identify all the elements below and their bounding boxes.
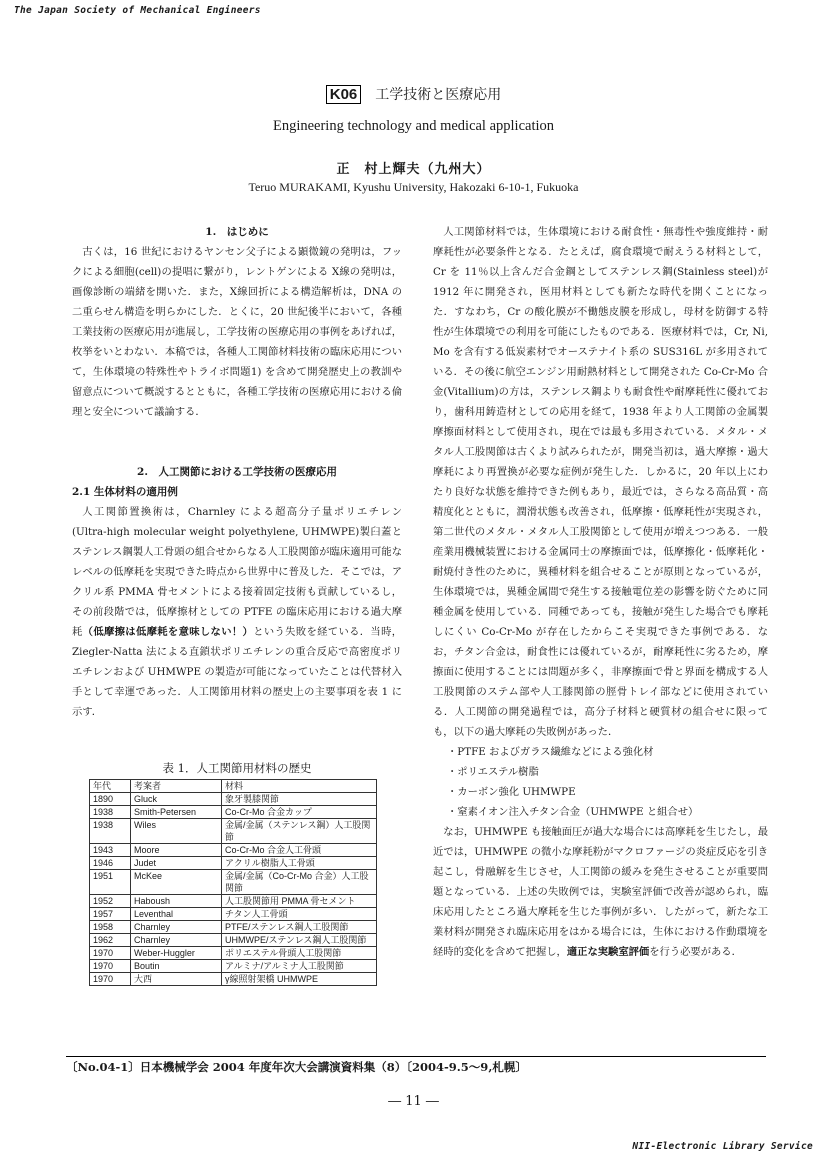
paragraph-text-a: なお，UHMWPE も接触面圧が過大な場合には高摩耗を生じたし，最近では，UHMWPE の微小な摩耗粉がマクロファージの炎症反応を引き起こし，骨融解を生じさせ，人工関節の緩みを発生させることが重要問題となっている．上述の失敗例では，実験室評価で改善が認められ，臨床応用したところ過大摩耗を生じた事例が多い．したがって，新たな工業材料が開発され臨床応用をはかる場合には，生体における作動環境を経時的変化を含めて把握し， [433,826,768,958]
right-paragraph-2 [433,822,768,962]
section-2-1-paragraph [72,502,402,722]
society-header: The Japan Society of Mechanical Engineers [14,5,261,16]
emphasis-text: 適正な実験室評価 [566,946,650,958]
inventor-cell: Moore [131,844,222,857]
year-cell: 1951 [90,870,131,895]
inventor-cell: Leventhal [131,908,222,921]
inventor-cell: Boutin [131,960,222,973]
section-2-title: 2. 人工関節における工学技術の医療応用 [137,466,337,478]
table-row [90,895,377,908]
table-header-cell: 年代 [90,780,131,793]
bullet-item: ・窒素イオン注入チタン合金（UHMWPE と組合せ） [447,806,699,818]
bullet-item: ・ポリエステル樹脂 [447,766,539,778]
material-cell: Co-Cr-Mo 合金カップ [222,806,377,819]
table-row [90,908,377,921]
material-cell: ポリエステル骨頭人工股関節 [222,947,377,960]
year-cell: 1958 [90,921,131,934]
page-number: ― 11 ― [388,1094,439,1109]
author-en: Teruo MURAKAMI, Kyushu University, Hakozaki 6-10-1, Fukuoka [248,180,579,194]
year-cell: 1938 [90,819,131,844]
table-row [90,973,377,986]
material-cell: 金属/金属（Co-Cr-Mo 合金）人工股関節 [222,870,377,895]
year-cell: 1952 [90,895,131,908]
emphasis-text: （低摩擦は低摩耗を意味しない！） [82,626,254,638]
material-cell: PTFE/ステンレス鋼人工股関節 [222,921,377,934]
material-cell: アルミナ/アルミナ人工股関節 [222,960,377,973]
bullet-item: ・カーボン強化 UHMWPE [447,786,576,798]
table-row [90,947,377,960]
section-1-paragraph: 古くは，16 世紀におけるヤンセン父子による顕微鏡の発明は，フックによる細胞(cell)の提唱に繋がり，レントゲンによる X線の発明は，画像診断の端緒を開いた．また，X線回折による構造解析は，DNA の二重らせん構造を明らかにした．とくに，20 世紀後半において，各種工業技術の医療応用が進展し，工学技術の医療応用の事例をあげれば，枚挙をいとわない．本稿では，各種人工関節材料技術の臨床応用について，生体環境の特殊性やトライボ問題1) を含めて開発歴史上の教訓や留意点について概説するとともに，各種工学技術の医療応用における倫理と安全について議論する． [72,246,402,418]
year-cell: 1957 [90,908,131,921]
table-row [90,806,377,819]
table-row [90,960,377,973]
section-2-1-title: 2.1 生体材料の適用例 [72,486,178,498]
table-header-cell: 材料 [222,780,377,793]
paragraph-text-b: を行う必要がある． [649,946,742,958]
year-cell: 1890 [90,793,131,806]
table-row [90,844,377,857]
table-header-cell: 考案者 [131,780,222,793]
right-paragraph-1: 人工関節材料では，生体環境における耐食性・無毒性や強度維持・耐摩耗性が必要条件となる．たとえば，腐食環境で耐えうる材料として，Cr を 11％以上含んだ合金鋼としてステンレス鋼(Stainless steel)が 1912 年に開発され，医用材料としても新たな時代を開くことになった．すなわち，Cr の酸化膜が不働態皮膜を形成し，母材を防御する特性が生体環境での利用を可能にしたものである．医療材料では，Cr, Ni, Mo を含有する低炭素材でオーステナイト系の SUS316L が多用されている．その後に航空エンジン用耐熱材料として開発された Co-Cr-Mo 合金(Vitallium)の方は，ステンレス鋼よりも耐食性や耐摩耗性に優れており，歯科用鋳造材としての応用を経て，1938 年より人工関節の金属製摩擦面材料として使用され，現在では最も多用されている．メタル・メタル人工股関節は古くより試みられたが，開発当初は，過大摩擦・過大摩耗により再置換が必要な症例が発生した．しかるに，20 年以上にわたり良好な状態を維持できた例もあり，最近では，さらなる高品質・高精度化とともに，潤滑状態も改善され，低摩擦・低摩耗性が実現され，第二世代のメタル・メタル人工股関節として使用が増えつつある．一般産業用機械装置における金属同士の摩擦面では，低摩擦化・低摩耗化・耐焼付き性のために，異種材料を組合せることが原則となっているが，生体環境では，異種金属間で発生する接触電位差の影響を防ぐために同種金属を使用している．同種であっても，接触が発生した場合でも摩耗しにくい Co-Cr-Mo が存在したからこそ実現できた事例である．なお，チタン合金は，耐食性には優れているが，耐摩耗性に劣るため，摩擦面に使用することには問題が多く，非摩擦面で骨と界面を構成する人工股関節のステム部や人工膝関節の脛骨トレイ部などに使用されている．人工関節の開発過程では，高分子材料と硬質材の組合せに限っても，以下の過大摩耗の失敗例があった． [433,226,768,738]
inventor-cell: Smith-Petersen [131,806,222,819]
paragraph-text-a: 人工関節置換術は，Charnley による超高分子量ポリエチレン(Ultra-high molecular weight polyethylene, UHMWPE)製臼蓋とステンレス鋼製人工骨頭の組合せからなる人工股関節が臨床適用可能なレベルの低摩耗を実現できた時点から世界中に普及した．そこでは，アクリル系 PMMA 骨セメントによる接着固定技術も貢献しているし，その前段階では，低摩擦材としての PTFE の臨床応用における過大摩耗 [72,506,402,638]
inventor-cell: Wiles [131,819,222,844]
table-header-row [90,780,377,793]
material-cell: 金属/金属（ステンレス鋼）人工股関節 [222,819,377,844]
year-cell: 1962 [90,934,131,947]
inventor-cell: McKee [131,870,222,895]
table-row [90,921,377,934]
library-footer: NII-Electronic Library Service [632,1141,813,1152]
material-cell: アクリル樹脂人工骨頭 [222,857,377,870]
material-cell: チタン人工骨頭 [222,908,377,921]
table-row [90,819,377,844]
inventor-cell: Judet [131,857,222,870]
bullet-item: ・PTFE およびガラス繊維などによる強化材 [447,746,654,758]
inventor-cell: Gluck [131,793,222,806]
table-row [90,934,377,947]
table-row [90,793,377,806]
right-column [433,222,768,962]
title-jp: 工学技術と医療応用 [375,87,502,103]
inventor-cell: Weber-Huggler [131,947,222,960]
table-row [90,870,377,895]
inventor-cell: Charnley [131,921,222,934]
title-en: Engineering technology and medical application [272,118,555,134]
inventor-cell: Charnley [131,934,222,947]
session-code: K06 [326,85,362,104]
bibliographic-info: 〔No.04-1〕日本機械学会 2004 年度年次大会講演資料集（8）〔2004-9.5～9,札幌〕 [66,1056,766,1075]
material-cell: γ線照射架橋 UHMWPE [222,973,377,986]
year-cell: 1970 [90,973,131,986]
table-caption: 表 1．人工関節用材料の歴史 [162,761,312,775]
year-cell: 1946 [90,857,131,870]
table-row [90,857,377,870]
material-cell: Co-Cr-Mo 合金人工骨頭 [222,844,377,857]
left-column [72,222,402,722]
year-cell: 1938 [90,806,131,819]
materials-history-table [89,779,377,986]
inventor-cell: Haboush [131,895,222,908]
material-cell: UHMWPE/ステンレス鋼人工股関節 [222,934,377,947]
year-cell: 1970 [90,947,131,960]
author-jp: 正 村上輝夫（九州大） [336,162,491,177]
material-cell: 人工股関節用 PMMA 骨セメント [222,895,377,908]
title-row [0,84,827,104]
year-cell: 1943 [90,844,131,857]
section-1-title: 1. はじめに [205,226,269,238]
year-cell: 1970 [90,960,131,973]
material-cell: 象牙製膝関節 [222,793,377,806]
paragraph-text-b: という失敗を経ている．当時，Ziegler-Natta 法による直鎖状ポリエチレンの重合反応で高密度ポリエチレンおよび UHMWPE の製造が可能になっていたことは代替材入手として幸運であった．人工関節用材料の歴史上の主要事項を表 1 に示す． [72,626,403,718]
inventor-cell: 大西 [131,973,222,986]
